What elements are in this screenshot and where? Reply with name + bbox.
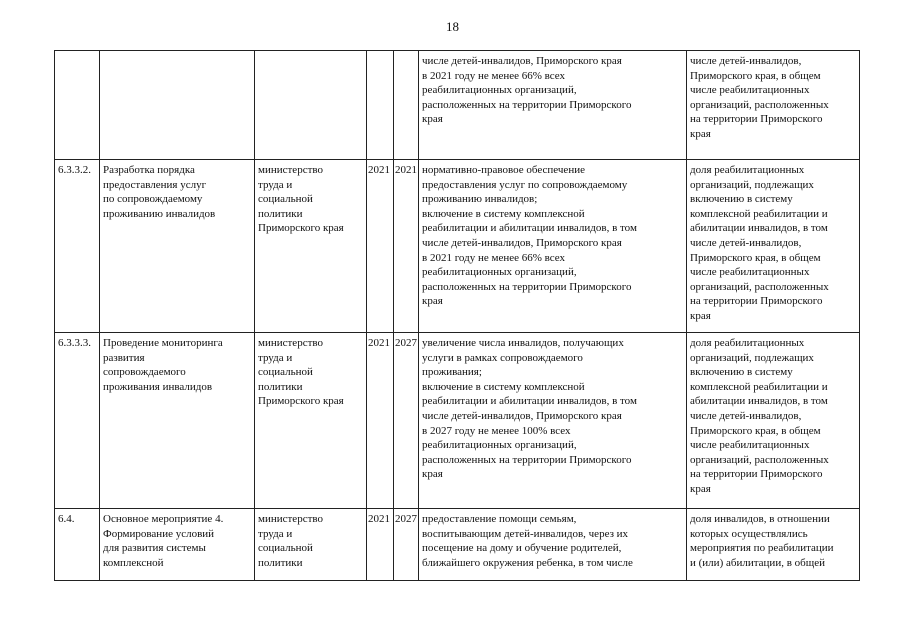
cell-indicator xyxy=(687,509,860,581)
cell-text-line: реабилитации и абилитации инвалидов, в том xyxy=(422,222,637,235)
cell-number: 6.3.3.2. xyxy=(55,160,100,333)
cell-text-line: края xyxy=(422,468,443,481)
cell-measure-name xyxy=(100,333,255,509)
cell-year-end: 2027 xyxy=(394,333,419,509)
cell-text-line: числе детей-инвалидов, xyxy=(690,55,802,67)
cell-text-line: министерство xyxy=(258,164,324,176)
cell-text-line: организаций, подлежащих xyxy=(690,351,814,364)
cell-year-start: 2021 xyxy=(367,509,394,581)
cell-text-line: Формирование условий xyxy=(103,527,215,540)
cell-text-line: посещение на дому и обучение родителей, xyxy=(422,542,622,555)
cell-text-line: Приморского края xyxy=(258,222,344,235)
cell-year-end xyxy=(394,51,419,160)
cell-text-line: комплексной xyxy=(103,556,164,569)
cell-text-line: проживания инвалидов xyxy=(103,380,213,393)
cell-text-line: включение в систему комплексной xyxy=(422,207,585,220)
cell-expected-result xyxy=(419,160,687,333)
cell-measure-name xyxy=(100,509,255,581)
cell-text-line: реабилитационных организаций, xyxy=(422,439,577,452)
cell-text-line: реабилитационных организаций, xyxy=(422,266,577,279)
cell-text-line: в 2027 году не менее 100% всех xyxy=(422,424,571,437)
cell-text-line: в 2021 году не менее 66% всех xyxy=(422,69,566,82)
cell-text-line: края xyxy=(422,113,443,126)
cell-text-line: воспитывающим детей-инвалидов, через их xyxy=(422,527,629,540)
cell-text-line: по сопровождаемому xyxy=(103,193,203,206)
cell-text-line: на территории Приморского xyxy=(690,113,823,126)
cell-text-line: комплексной реабилитации и xyxy=(690,380,828,393)
cell-text-line: доля реабилитационных xyxy=(690,164,805,176)
cell-text-line: Приморского края, в общем xyxy=(690,424,821,437)
cell-text-line: на территории Приморского xyxy=(690,468,823,481)
cell-executor xyxy=(255,160,367,333)
cell-year-start: 2021 xyxy=(367,160,394,333)
cell-text-line: предоставление помощи семьям, xyxy=(422,513,577,525)
cell-text-line: и (или) абилитации, в общей xyxy=(690,556,825,569)
cell-text-line: социальной xyxy=(258,366,313,379)
cell-text-line: числе детей-инвалидов, Приморского края xyxy=(422,236,622,249)
cell-text-line: края xyxy=(690,127,711,140)
cell-text-line: проживания; xyxy=(422,366,482,379)
cell-text-line: мероприятия по реабилитации xyxy=(690,542,834,555)
cell-text-line: Проведение мониторинга xyxy=(103,337,223,349)
cell-text-line: расположенных на территории Приморского xyxy=(422,98,632,111)
cell-indicator xyxy=(687,51,860,160)
cell-text-line: организаций, расположенных xyxy=(690,453,829,466)
cell-text-line: доля инвалидов, в отношении xyxy=(690,513,830,525)
cell-measure-name xyxy=(100,51,255,160)
cell-text-line: сопровождаемого xyxy=(103,366,186,379)
cell-text-line: политики xyxy=(258,556,303,569)
cell-year-end: 2021 xyxy=(394,160,419,333)
cell-executor xyxy=(255,51,367,160)
cell-text-line: организаций, расположенных xyxy=(690,98,829,111)
cell-number: 6.3.3.3. xyxy=(55,333,100,509)
cell-text-line: числе детей-инвалидов, xyxy=(690,236,802,249)
cell-expected-result xyxy=(419,51,687,160)
cell-text-line: Разработка порядка xyxy=(103,164,195,176)
cell-text-line: политики xyxy=(258,380,303,393)
cell-text-line: проживанию инвалидов xyxy=(103,207,216,220)
cell-text-line: числе детей-инвалидов, Приморского края xyxy=(422,55,622,67)
cell-indicator xyxy=(687,160,860,333)
cell-text-line: предоставления услуг по сопровождаемому xyxy=(422,178,628,191)
cell-year-end: 2027 xyxy=(394,509,419,581)
cell-text-line: числе реабилитационных xyxy=(690,439,810,452)
cell-text-line: доля реабилитационных xyxy=(690,337,805,349)
cell-text-line: труда и xyxy=(258,527,293,540)
cell-text-line: услуги в рамках сопровождаемого xyxy=(422,351,583,364)
cell-indicator xyxy=(687,333,860,509)
cell-text-line: для развития системы xyxy=(103,542,206,555)
table-row xyxy=(55,160,860,333)
cell-text-line: организаций, расположенных xyxy=(690,280,829,293)
cell-text-line: социальной xyxy=(258,193,313,206)
cell-text-line: края xyxy=(690,482,711,495)
cell-text-line: Приморского края, в общем xyxy=(690,69,821,82)
cell-text-line: включению в систему xyxy=(690,366,793,379)
cell-text-line: включение в систему комплексной xyxy=(422,380,585,393)
cell-text-line: комплексной реабилитации и xyxy=(690,207,828,220)
cell-text-line: предоставления услуг xyxy=(103,178,207,191)
cell-text-line: труда и xyxy=(258,351,293,364)
cell-text-line: реабилитационных организаций, xyxy=(422,84,577,97)
cell-text-line: расположенных на территории Приморского xyxy=(422,280,632,293)
cell-text-line: Основное мероприятие 4. xyxy=(103,513,224,525)
cell-text-line: Приморского края, в общем xyxy=(690,251,821,264)
cell-text-line: числе реабилитационных xyxy=(690,84,810,97)
cell-text-line: организаций, подлежащих xyxy=(690,178,814,191)
cell-text-line: Приморского края xyxy=(258,395,344,408)
cell-text-line: числе реабилитационных xyxy=(690,266,810,279)
cell-text-line: нормативно-правовое обеспечение xyxy=(422,164,585,176)
cell-text-line: развития xyxy=(103,351,145,364)
cell-text-line: включению в систему xyxy=(690,193,793,206)
cell-text-line: министерство xyxy=(258,337,324,349)
cell-text-line: числе детей-инвалидов, Приморского края xyxy=(422,409,622,422)
cell-number: 6.4. xyxy=(55,509,100,581)
cell-text-line: ближайшего окружения ребенка, в том числе xyxy=(422,556,633,569)
cell-text-line: числе детей-инвалидов, xyxy=(690,409,802,422)
cell-text-line: абилитации инвалидов, в том xyxy=(690,395,828,408)
cell-year-start: 2021 xyxy=(367,333,394,509)
cell-text-line: реабилитации и абилитации инвалидов, в том xyxy=(422,395,637,408)
measures-table xyxy=(54,50,860,581)
cell-text-line: социальной xyxy=(258,542,313,555)
cell-executor xyxy=(255,333,367,509)
cell-text-line: края xyxy=(422,295,443,308)
table-row xyxy=(55,51,860,160)
cell-text-line: которых осуществлялись xyxy=(690,527,808,540)
page-number: 18 xyxy=(446,19,459,34)
cell-text-line: увеличение числа инвалидов, получающих xyxy=(422,337,624,349)
cell-executor xyxy=(255,509,367,581)
cell-text-line: министерство xyxy=(258,513,324,525)
cell-text-line: расположенных на территории Приморского xyxy=(422,453,632,466)
cell-text-line: на территории Приморского xyxy=(690,295,823,308)
cell-number xyxy=(55,51,100,160)
cell-expected-result xyxy=(419,509,687,581)
cell-expected-result xyxy=(419,333,687,509)
cell-text-line: края xyxy=(690,309,711,322)
cell-text-line: политики xyxy=(258,207,303,220)
cell-year-start xyxy=(367,51,394,160)
table-row xyxy=(55,333,860,509)
cell-text-line: проживанию инвалидов; xyxy=(422,193,538,206)
table-row xyxy=(55,509,860,581)
cell-text-line: в 2021 году не менее 66% всех xyxy=(422,251,566,264)
cell-text-line: абилитации инвалидов, в том xyxy=(690,222,828,235)
cell-text-line: труда и xyxy=(258,178,293,191)
cell-measure-name xyxy=(100,160,255,333)
